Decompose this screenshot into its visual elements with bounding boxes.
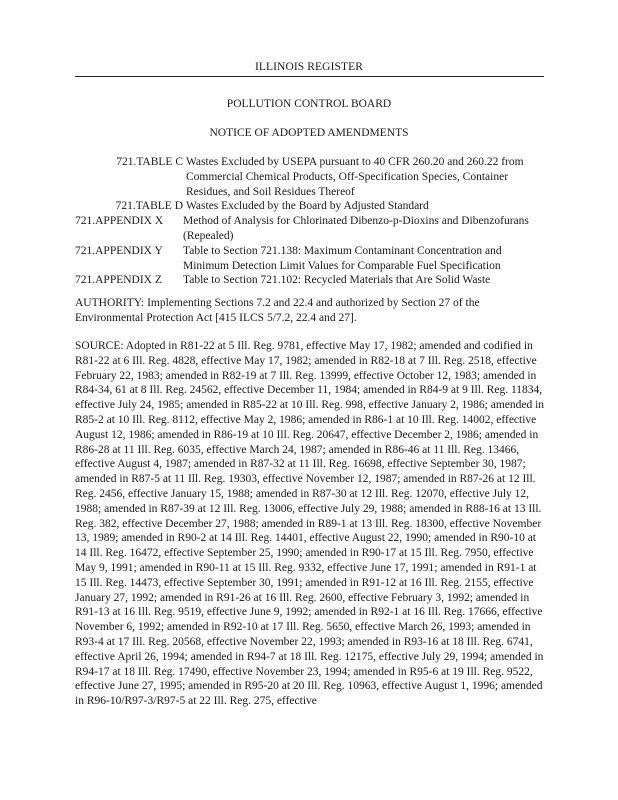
section-list [75,155,545,288]
section-number: 721.APPENDIX Y [75,244,163,257]
list-item [75,273,545,288]
section-number: 721.TABLE D [115,200,183,213]
notice-title: NOTICE OF ADOPTED AMENDMENTS [209,127,409,139]
list-item [75,244,545,274]
header-rule [75,76,544,77]
section-description: Table to Section 721.102: Recycled Materials that Are Solid Waste [183,274,491,287]
section-description: Table to Section 721.138: Maximum Contaminant Concentration and Minimum Detection Limit Values for Comparable Fuel Specification [183,244,502,272]
list-item [75,199,545,214]
section-description: Wastes Excluded by the Board by Adjusted Standard [186,200,429,213]
section-number: 721.APPENDIX X [75,215,164,228]
list-item [75,214,545,244]
register-title: ILLINOIS REGISTER [254,61,364,73]
section-description: Method of Analysis for Chlorinated Dibenzo-p-Dioxins and Dibenzofurans (Repealed) [183,215,529,242]
section-number: 721.TABLE C [116,156,183,168]
list-item [75,155,545,199]
section-description: Wastes Excluded by USEPA pursuant to 40 CFR 260.20 and 260.22 from Commercial Chemical Products, Off-Specification Species, Container Residues, and Soil Residues Thereof [186,156,524,198]
source-paragraph: SOURCE: Adopted in R81-22 at 5 Ill. Reg. 9781, effective May 17, 1982; amended and codified in R81-22 at 6 Ill. Reg. 4828, effective May 17, 1982; amended in R82-18 at 7 Ill. Reg. 2518, effective February 22, 1983; amended in R82-19 at 7 Ill. Reg. 13999, effective October 12, 1983; amended in R84-34, 61 at 8 Ill. Reg. 24562, effective December 11, 1984; amended in R84-9 at 9 Ill. Reg. 11834, effective July 24, 1985; amended in R85-22 at 10 Ill. Reg. 998, effective January 2, 1986; amended in R85-2 at 10 Ill. Reg. 8112, effective May 2, 1986; amended in R86-1 at 10 Ill. Reg. 14002, effective August 12, 1986; amended in R86-19 at 10 Ill. Reg. 20647, effective December 2, 1986; amended in R86-28 at 11 Ill. Reg. 6035, effective March 24, 1987; amended in R86-46 at 11 Ill. Reg. 13466, effective August 4, 1987; amended in R87-32 at 11 Ill. Reg. 16698, effective September 30, 1987; amended in R87-5 at 11 Ill. Reg. 19303, effective November 12, 1987; amended in R87-26 at 12 Ill. Reg. 2456, effective January 15, 1988; amended in R87-30 at 12 Ill. Reg. 12070, effective July 12, 1988; amended in R87-39 at 12 Ill. Reg. 13006, effective July 29, 1988; amended in R88-16 at 13 Ill. Reg. 382, effective December 27, 1988; amended in R89-1 at 13 Ill. Reg. 18300, effective November 13, 1989; amended in R90-2 at 14 Ill. Reg. 14401, effective August 22, 1990; amended in R90-10 at 14 Ill. Reg. 16472, effective September 25, 1990; amended in R90-17 at 15 Ill. Reg. 7950, effective May 9, 1991; amended in R90-11 at 15 Ill. Reg. 9332, effective June 17, 1991; amended in R91-1 at 15 Ill. Reg. 14473, effective September 30, 1991; amended in R91-12 at 16 Ill. Reg. 2155, effective January 27, 1992; amended in R91-26 at 16 Ill. Reg. 2600, effective February 3, 1992; amended in R91-13 at 16 Ill. Reg. 9519, effective June 9, 1992; amended in R92-1 at 16 Ill. Reg. 17666, effective November 6, 1992; amended in R92-10 at 17 Ill. Reg. 5650, effective March 26, 1993; amended in R93-4 at 17 Ill. Reg. 20568, effective November 22, 1993; amended in R93-16 at 18 Ill. Reg. 6741, effective April 26, 1994; amended in R94-7 at 18 Ill. Reg. 12175, effective July 29, 1994; amended in R94-17 at 18 Ill. Reg. 17490, effective November 23, 1994; amended in R95-6 at 19 Ill. Reg. 9522, effective June 27, 1995; amended in R95-20 at 20 Ill. Reg. 10963, effective August 1, 1996; amended in R96-10/R97-3/R97-5 at 22 Ill. Reg. 275, effective [75,340,545,708]
section-number: 721.APPENDIX Z [75,274,162,287]
authority-paragraph: AUTHORITY: Implementing Sections 7.2 and 22.4 and authorized by Section 27 of the Environmental Protection Act [415 ILCS 5/7.2, 22.4 and 27]. [75,297,480,324]
board-name: POLLUTION CONTROL BOARD [226,98,392,110]
